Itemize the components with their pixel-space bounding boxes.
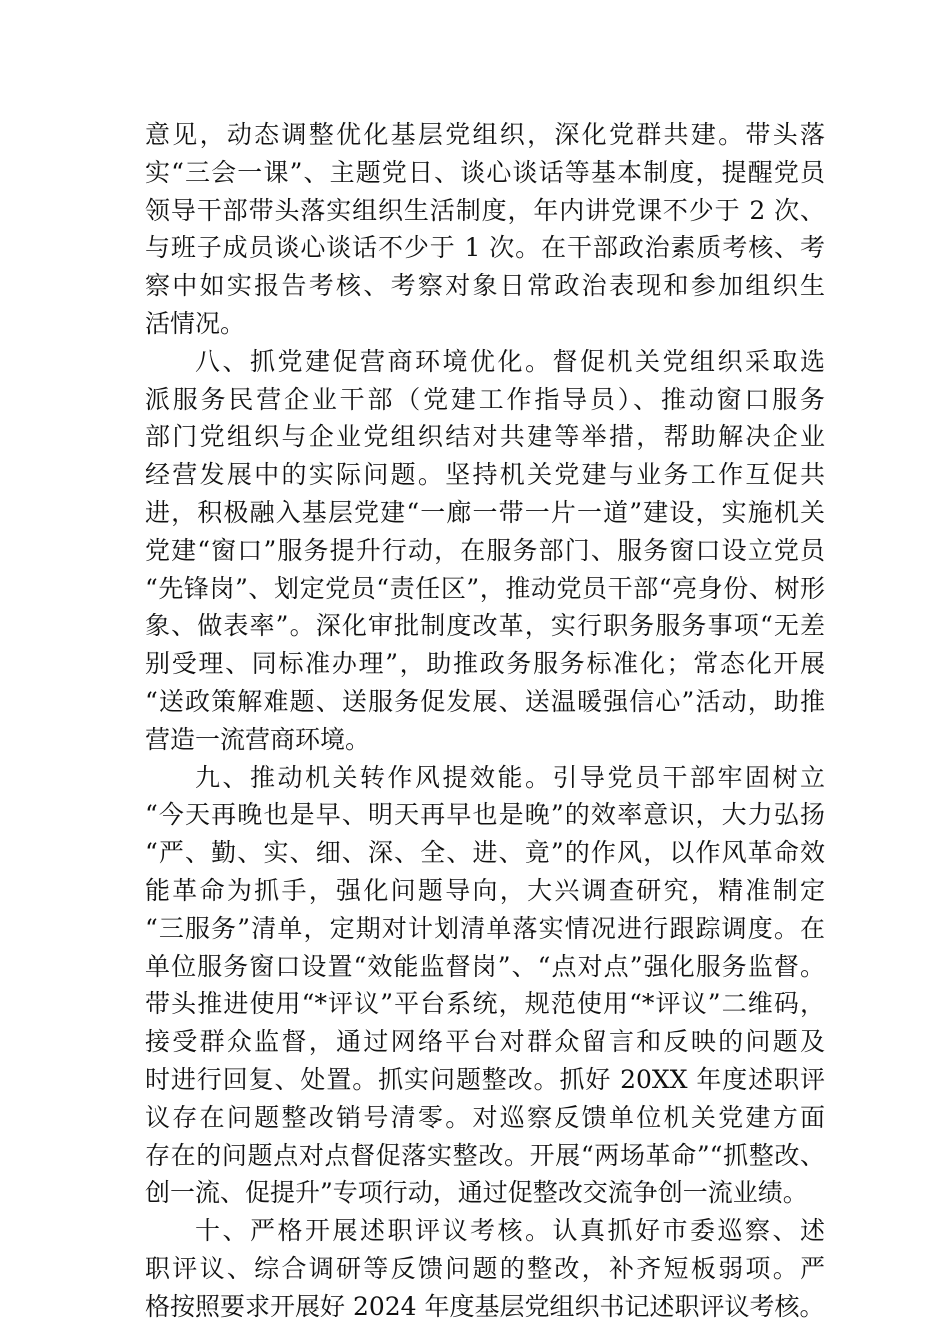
- text-line: 能革命为抓手，强化问题导向，大兴调查研究，精准制定: [145, 875, 825, 905]
- text-line: 接受群众监督，通过网络平台对群众留言和反映的问题及: [145, 1027, 825, 1057]
- text-line: 存在的问题点对点督促落实整改。开展“两场革命”“抓整改、: [145, 1140, 825, 1170]
- text-line: 十、严格开展述职评议考核。认真抓好市委巡察、述: [195, 1216, 825, 1246]
- document-body: [145, 116, 825, 1326]
- text-line: 进，积极融入基层党建“一廊一带一片一道”建设，实施机关: [145, 497, 825, 527]
- text-line: 部门党组织与企业党组织结对共建等举措，帮助解决企业: [145, 422, 825, 452]
- text-line: 议存在问题整改销号清零。对巡察反馈单位机关党建方面: [145, 1102, 825, 1132]
- text-line: 时进行回复、处置。抓实问题整改。抓好 20XX 年度述职评: [145, 1064, 825, 1094]
- text-line: 实“三会一课”、主题党日、谈心谈话等基本制度，提醒党员: [145, 157, 825, 187]
- text-line: 创一流、促提升”专项行动，通过促整改交流争创一流业绩。: [145, 1178, 808, 1208]
- text-line: “先锋岗”、划定党员“责任区”，推动党员干部“亮身份、树形: [145, 573, 825, 603]
- text-line: 党建“窗口”服务提升行动，在服务部门、服务窗口设立党员: [145, 535, 825, 565]
- text-line: 派服务民营企业干部（党建工作指导员）、推动窗口服务: [145, 384, 825, 414]
- text-line: 营造一流营商环境。: [145, 724, 371, 754]
- text-line: 经营发展中的实际问题。坚持机关党建与业务工作互促共: [145, 460, 825, 490]
- text-line: 别受理、同标准办理”，助推政务服务标准化；常态化开展: [145, 649, 825, 679]
- text-line: “严、勤、实、细、深、全、进、竟”的作风，以作风革命效: [145, 838, 825, 868]
- text-line: 意见，动态调整优化基层党组织，深化党群共建。带头落: [145, 120, 825, 149]
- text-line: “送政策解难题、送服务促发展、送温暖强信心”活动，助推: [145, 686, 825, 716]
- text-line: 活情况。: [145, 308, 246, 338]
- text-line: 九、推动机关转作风提效能。引导党员干部牢固树立: [195, 762, 825, 792]
- text-line: 领导干部带头落实组织生活制度，年内讲党课不少于 2 次、: [145, 195, 825, 225]
- text-line: “三服务”清单，定期对计划清单落实情况进行跟踪调度。在: [145, 913, 825, 943]
- text-line: 格按照要求开展好 2024 年度基层党组织书记述职评议考核。: [145, 1291, 825, 1321]
- text-line: 与班子成员谈心谈话不少于 1 次。在干部政治素质考核、考: [145, 233, 825, 263]
- text-line: 单位服务窗口设置“效能监督岗”、“点对点”强化服务监督。: [145, 951, 825, 981]
- text-line: 带头推进使用“*评议”平台系统，规范使用“*评议”二维码，: [145, 989, 825, 1019]
- text-line: 职评议、综合调研等反馈问题的整改，补齐短板弱项。严: [145, 1253, 825, 1283]
- text-line: “今天再晚也是早、明天再早也是晚”的效率意识，大力弘扬: [145, 800, 825, 830]
- text-line: 八、抓党建促营商环境优化。督促机关党组织采取选: [195, 346, 825, 376]
- text-line: 察中如实报告考核、考察对象日常政治表现和参加组织生: [145, 271, 825, 301]
- text-line: 象、做表率”。深化审批制度改革，实行职务服务事项“无差: [145, 611, 825, 641]
